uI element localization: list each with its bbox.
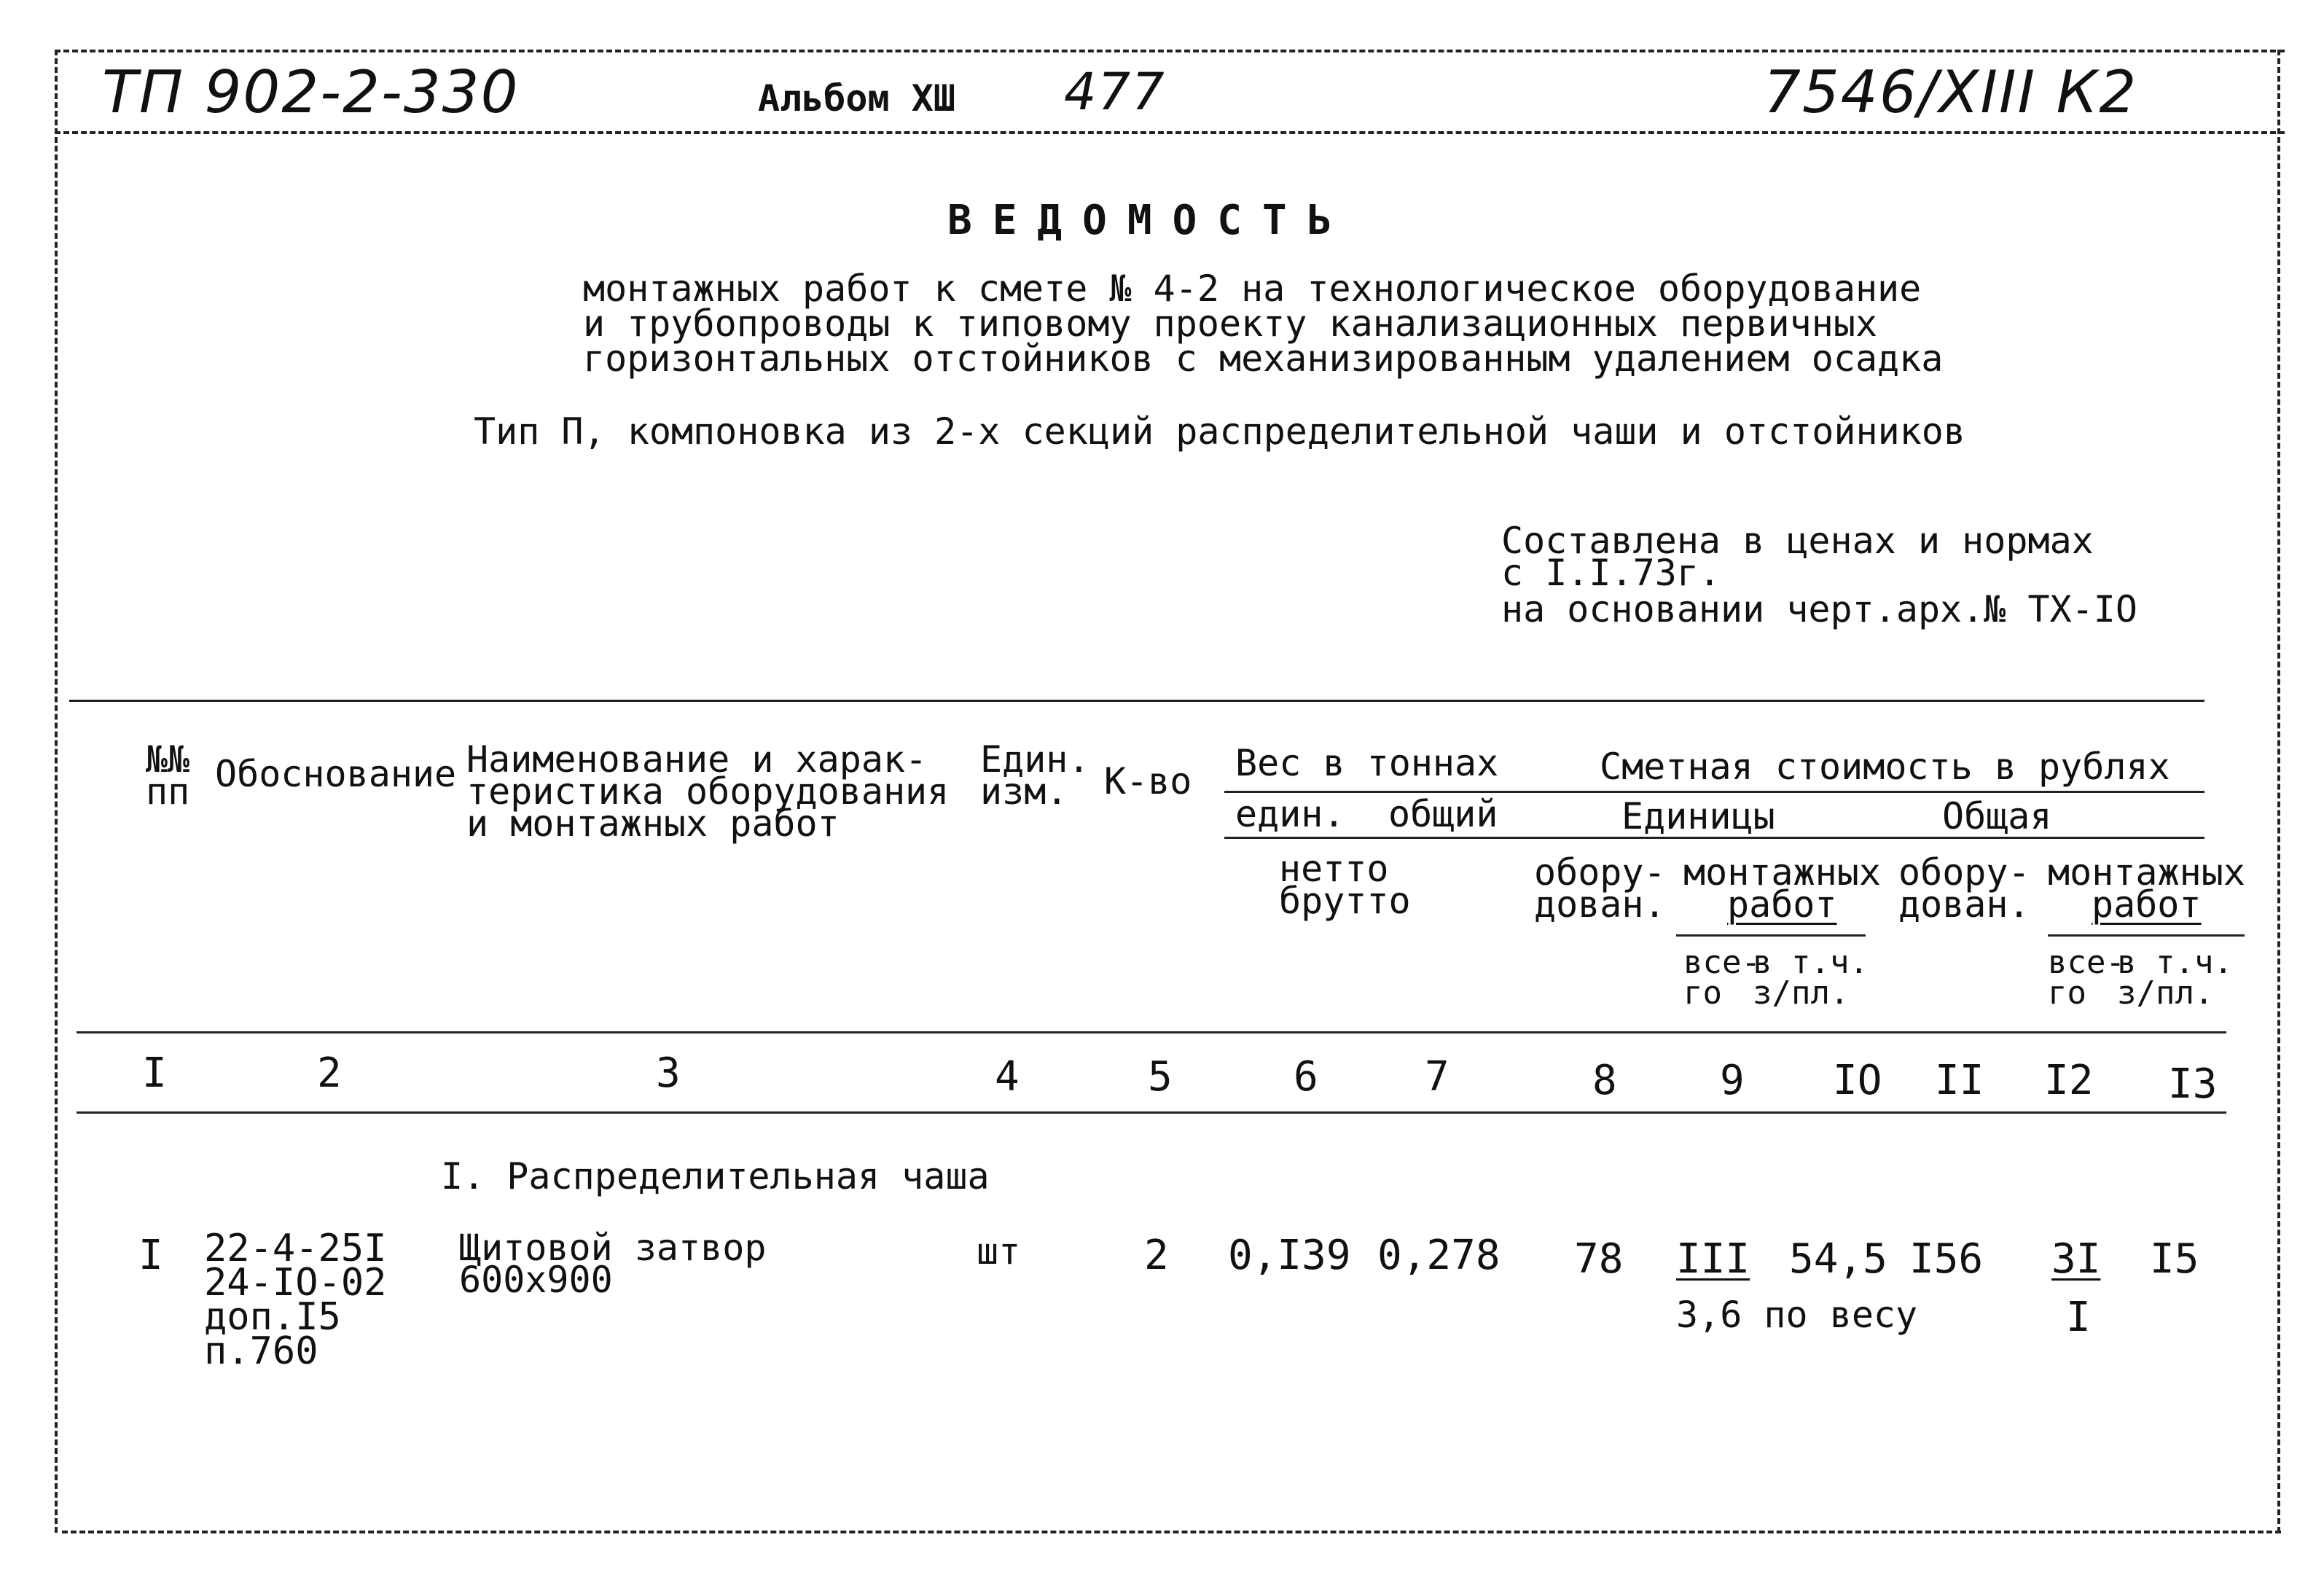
row-mount-total-total: 3I [2051, 1235, 2101, 1283]
row-mount-unit-total: III [1676, 1235, 1750, 1283]
mount-2-wage-subheader: в т.ч. з/пл. [2117, 944, 2233, 1012]
cost-group-header: Сметная стоимость в рублях [1600, 746, 2170, 788]
subtitle-line-3: горизонтальных отстойников с механизированным удалением осадка [583, 337, 1944, 380]
archive-code: 7546/XIII К2 [1764, 58, 2138, 126]
mount-1-sub-rule [1676, 934, 1866, 937]
frame-right-line [2277, 50, 2280, 1533]
row-equip-unit-cost: 78 [1574, 1235, 1624, 1283]
basis-line-3: на основании черт.арх.№ ТХ-IO [1501, 588, 2137, 630]
weight-total-header: общий [1388, 793, 1498, 835]
column-number-6: 6 [1294, 1053, 1318, 1101]
frame-header-line [55, 131, 2285, 134]
mount-1-wage-subheader: в т.ч. з/пл. [1753, 944, 1869, 1012]
column-number-2: 2 [317, 1050, 342, 1097]
column-number-11: II [1935, 1057, 1984, 1104]
row-mount-unit-note: 3,6 по весу [1676, 1294, 1918, 1336]
frame-top-line [55, 50, 2285, 52]
row-name: Щитовой затвор 600x900 [459, 1227, 767, 1301]
weight-group-header: Вес в тоннах [1235, 742, 1499, 784]
subtitle-line-2: и трубопроводы к типовому проекту канализационных первичных [583, 302, 1878, 345]
column-number-4: 4 [995, 1053, 1020, 1101]
weight-unit-header: един. [1235, 793, 1345, 835]
sheet-number: 477 [1064, 62, 1166, 122]
column-number-3: 3 [656, 1050, 681, 1097]
row-num: I [138, 1232, 163, 1279]
section-title: I. Распределительная чаша [441, 1155, 990, 1197]
column-number-7: 7 [1425, 1053, 1449, 1101]
row-qty: 2 [1144, 1232, 1169, 1279]
album-label: Альбом XШ [758, 77, 955, 120]
mount-2-header: монтажных работ [2048, 851, 2245, 926]
basis-line-2: с I.I.73г. [1501, 552, 1721, 594]
subtitle-line-1: монтажных работ к смете № 4-2 на технологическое оборудование [583, 267, 1922, 310]
col-name-header: Наименование и харак- теристика оборудования и монтажных работ [466, 738, 950, 845]
col-unit-header: Един. изм. [980, 738, 1090, 813]
col-qty-header: К-во [1104, 760, 1192, 802]
cost-total-header: Общая [1942, 795, 2052, 837]
frame-bottom-line [62, 1531, 2281, 1533]
row-mount-total-wage: I5 [2150, 1235, 2199, 1283]
column-number-13: I3 [2168, 1060, 2218, 1108]
column-number-rule [77, 1111, 2226, 1114]
project-code: ТП 902-2-330 [102, 58, 520, 126]
mount-1-total-subheader: все- го [1683, 944, 1761, 1012]
column-number-1: I [142, 1050, 167, 1097]
mount-2-total-subheader: все- го [2048, 944, 2125, 1012]
equip-1-header: обору- дован. [1534, 851, 1666, 926]
row-unit: шт [977, 1230, 1021, 1273]
column-number-9: 9 [1720, 1057, 1745, 1104]
mount-1-header: монтажных работ [1683, 851, 1881, 926]
column-number-10: IO [1833, 1057, 1882, 1104]
row-mount-total-sub: I [2066, 1294, 2091, 1341]
table-top-rule [69, 700, 2204, 702]
weight-group-rule [1224, 791, 2204, 793]
equip-2-header: обору- дован. [1898, 851, 2030, 926]
row-basis: 22-4-25I 24-IO-02 доп.I5 п.760 [204, 1227, 387, 1373]
column-number-12: I2 [2044, 1057, 2094, 1104]
net-gross-header: нетто брутто [1279, 848, 1411, 922]
document-title: ВЕДОМОСТЬ [947, 197, 1353, 244]
row-mount-unit-wage: 54,5 [1789, 1235, 1887, 1283]
basis-line-1: Составлена в ценах и нормах [1501, 520, 2094, 562]
type-line: Тип П, компоновка из 2-х секций распределительной чаши и отстойников [474, 410, 1965, 453]
frame-left-line [55, 50, 58, 1533]
header-bottom-rule [77, 1031, 2226, 1033]
col-num-header: №№ пп [146, 738, 190, 813]
row-weight-total: 0,278 [1377, 1232, 1501, 1279]
column-number-8: 8 [1592, 1057, 1617, 1104]
row-equip-total-cost: I56 [1909, 1235, 1984, 1283]
column-number-5: 5 [1148, 1053, 1173, 1101]
mount-2-sub-rule [2048, 934, 2245, 937]
col-basis-header: Обоснование [215, 753, 457, 795]
cost-units-header: Единицы [1621, 795, 1775, 837]
row-weight-unit: 0,I39 [1228, 1232, 1351, 1279]
